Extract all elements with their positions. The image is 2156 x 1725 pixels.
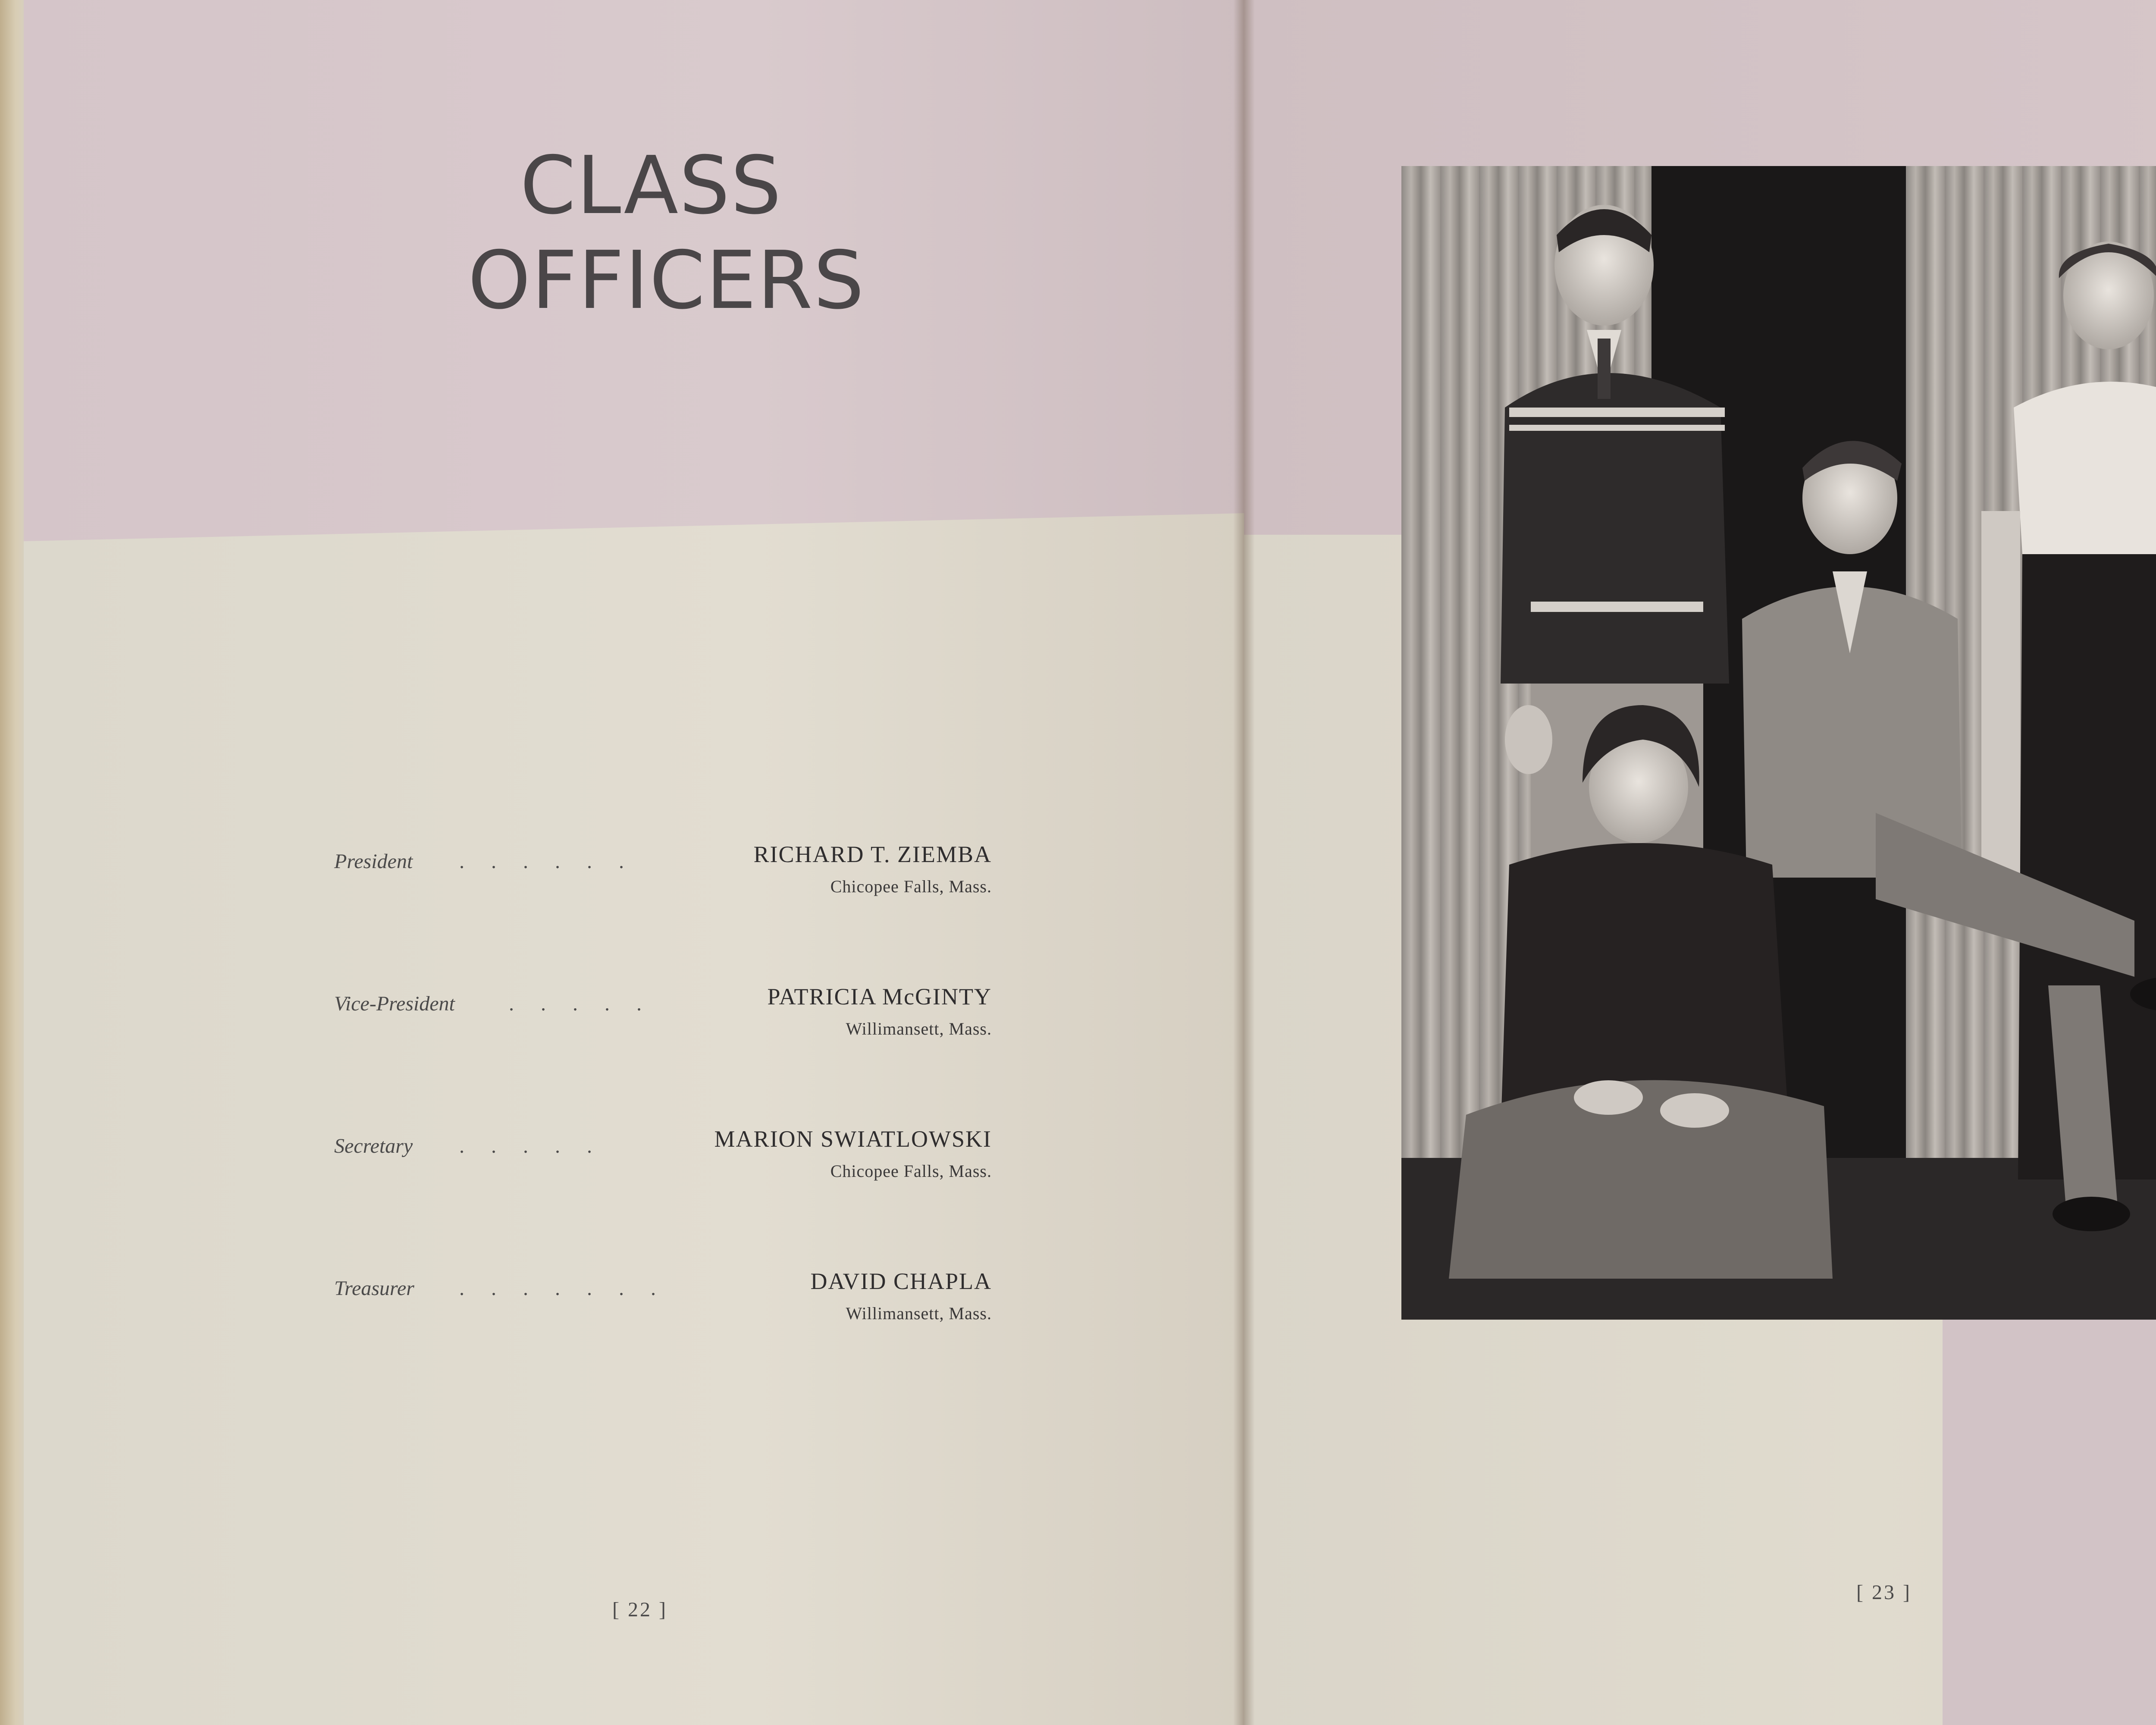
officers-list — [334, 841, 992, 1410]
leader-dots: ..... — [509, 992, 668, 1015]
officer-town: Chicopee Falls, Mass. — [830, 1161, 992, 1181]
officer-treasurer — [334, 1268, 992, 1410]
group-photo — [1401, 166, 2156, 1320]
officer-role: President — [334, 850, 413, 873]
leader-dots: ..... — [459, 1135, 619, 1157]
officer-role: Treasurer — [334, 1277, 414, 1300]
officer-secretary — [334, 1126, 992, 1268]
officer-name: MARION SWIATLOWSKI — [714, 1126, 992, 1152]
page-number-right: [ 23 ] — [1856, 1581, 1912, 1604]
pink-corner-block — [1943, 1320, 2156, 1725]
officer-town: Chicopee Falls, Mass. — [830, 877, 992, 896]
leader-dots: ....... — [459, 1277, 683, 1300]
officer-town: Willimansett, Mass. — [846, 1304, 992, 1323]
title-line-2: OFFICERS — [468, 234, 865, 327]
title-line-1: CLASS — [520, 139, 782, 232]
officer-name: DAVID CHAPLA — [810, 1268, 992, 1294]
officer-town: Willimansett, Mass. — [846, 1019, 992, 1038]
officer-role: Secretary — [334, 1135, 413, 1157]
group-photo-illustration — [1401, 166, 2156, 1320]
book-edge — [0, 0, 26, 1725]
officer-name: RICHARD T. ZIEMBA — [753, 841, 992, 867]
officer-vice-president — [334, 983, 992, 1126]
officer-president — [334, 841, 992, 983]
book-gutter — [1233, 0, 1255, 1725]
officer-role: Vice-President — [334, 992, 455, 1015]
leader-dots: ...... — [459, 850, 651, 873]
officer-name: PATRICIA McGINTY — [767, 984, 992, 1010]
page-number-left: [ 22 ] — [612, 1598, 667, 1621]
page-title — [468, 138, 865, 328]
